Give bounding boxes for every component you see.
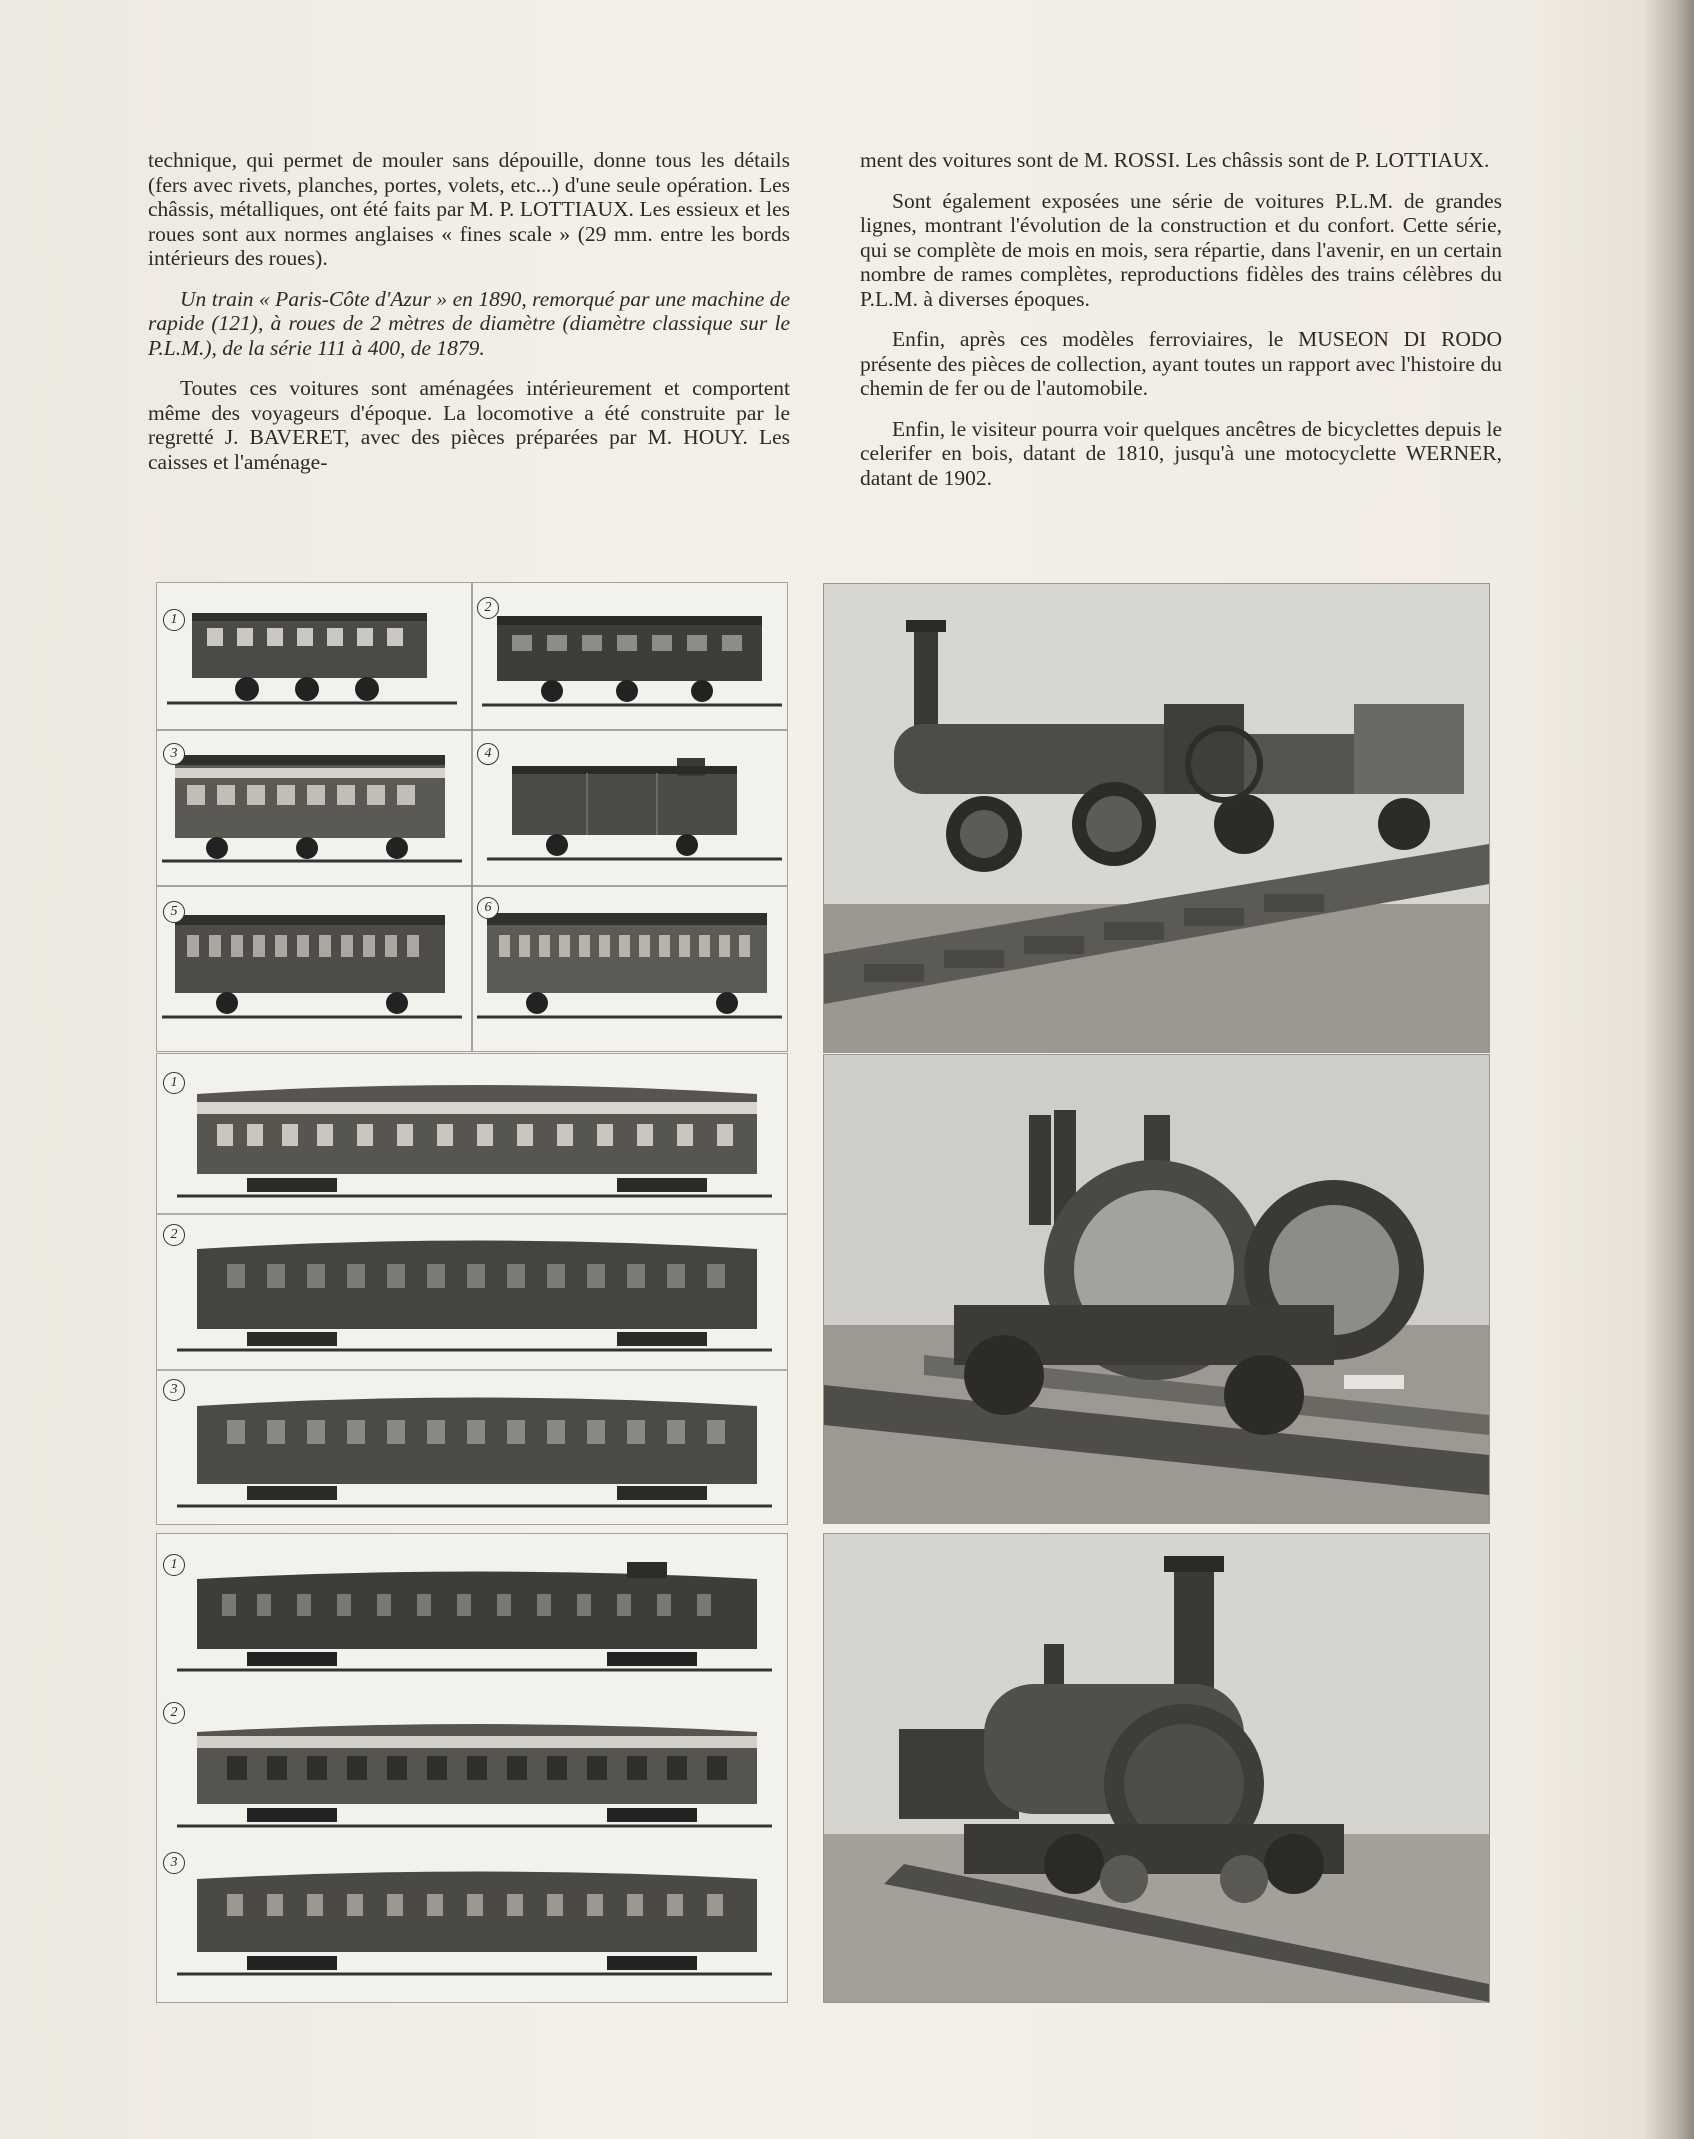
panel-number-1: 1 [163, 1072, 185, 1094]
panel-number-2: 2 [477, 597, 499, 619]
long-carriage-2 [177, 1241, 772, 1351]
photo-panel-carriage-grid [156, 582, 788, 1052]
panel-number-4: 4 [477, 743, 499, 765]
paragraph-plm-series: Sont également exposées une série de voitures P.L.M. de grandes lignes, montrant l'évolution de la construction et du confort. Cette série, qui se complète de mois en mois, sera répartie, dans l'avenir, en un certain nombre de rames complètes, reproductions fidèles des trains célèbres du P.L.M. à diverses époques. [860, 188, 1502, 311]
panel-number-2: 2 [163, 1702, 185, 1724]
long-carriage-1 [177, 1085, 772, 1196]
right-text-column [860, 148, 1502, 506]
panel-number-6: 6 [477, 897, 499, 919]
paragraph-bicycles: Enfin, le visiteur pourra voir quelques ancêtres de bicyclettes depuis le celerifer en bois, datant de 1810, jusqu'à une motocyclette WERNER, datant de 1902. [860, 416, 1502, 490]
carriage-grid-image [157, 583, 787, 1051]
carriage-3 [162, 755, 462, 861]
paragraph-rossi: ment des voitures sont de M. ROSSI. Les châssis sont de P. LOTTIAUX. [860, 148, 1490, 172]
panel-number-1: 1 [163, 609, 185, 631]
wagon-lit-2 [177, 1724, 772, 1826]
wagon-lit-1 [177, 1562, 772, 1670]
photo-panel-wagons-lits [156, 1533, 788, 2003]
carriage-2 [482, 616, 782, 705]
photo-locomotive-front-angle [823, 1054, 1490, 1524]
carriage-6 [477, 913, 782, 1017]
locomotive-side-image [824, 584, 1489, 1052]
photo-panel-long-carriages [156, 1053, 788, 1525]
locomotive-front-angle-image [824, 1055, 1489, 1523]
photo-locomotive-front [823, 1533, 1490, 2003]
photo-locomotive-side [823, 583, 1490, 1053]
paragraph-museon: Enfin, après ces modèles ferroviaires, le MUSEON DI RODO présente des pièces de collection, ayant toutes un rapport avec l'histoire du chemin de fer ou de l'automobile. [860, 327, 1502, 400]
paragraph-molding: technique, qui permet de mouler sans dépouille, donne tous les détails (fers avec rivets, planches, portes, volets, etc...) d'une seule opération. Les châssis, métalliques, ont été faits par M. P. LOTTIAUX. Les essieux et les roues sont aux normes anglaises « fines scale » (29 mm. entre les bords intérieurs des roues). [148, 148, 790, 270]
caption-paris-cote-dazur: Un train « Paris-Côte d'Azur » en 1890, remorqué par une machine de rapide (121), à roues de 2 mètres de diamètre (diamètre classique sur le P.L.M.), de la série 111 à 400, de 1879. [148, 286, 790, 360]
wagons-lits-image [157, 1534, 787, 2002]
paragraph-voitures: Toutes ces voitures sont aménagées intérieurement et comportent même des voyageurs d'époque. La locomotive a été construite par le regretté J. BAVERET, avec des pièces préparées par M. HOUY. Les caisses et l'aménage- [148, 376, 790, 474]
carriage-5 [162, 915, 462, 1017]
wagon-lit-3 [177, 1872, 772, 1975]
long-carriages-image [157, 1054, 787, 1524]
panel-number-3: 3 [163, 1379, 185, 1401]
panel-number-1: 1 [163, 1554, 185, 1576]
carriage-4 [487, 758, 782, 859]
panel-number-2: 2 [163, 1224, 185, 1246]
left-text-column [148, 148, 790, 490]
panel-number-3: 3 [163, 1852, 185, 1874]
long-carriage-3 [177, 1398, 772, 1507]
panel-number-5: 5 [163, 901, 185, 923]
panel-number-3: 3 [163, 743, 185, 765]
carriage-1 [167, 613, 457, 703]
locomotive-front-image [824, 1534, 1489, 2002]
